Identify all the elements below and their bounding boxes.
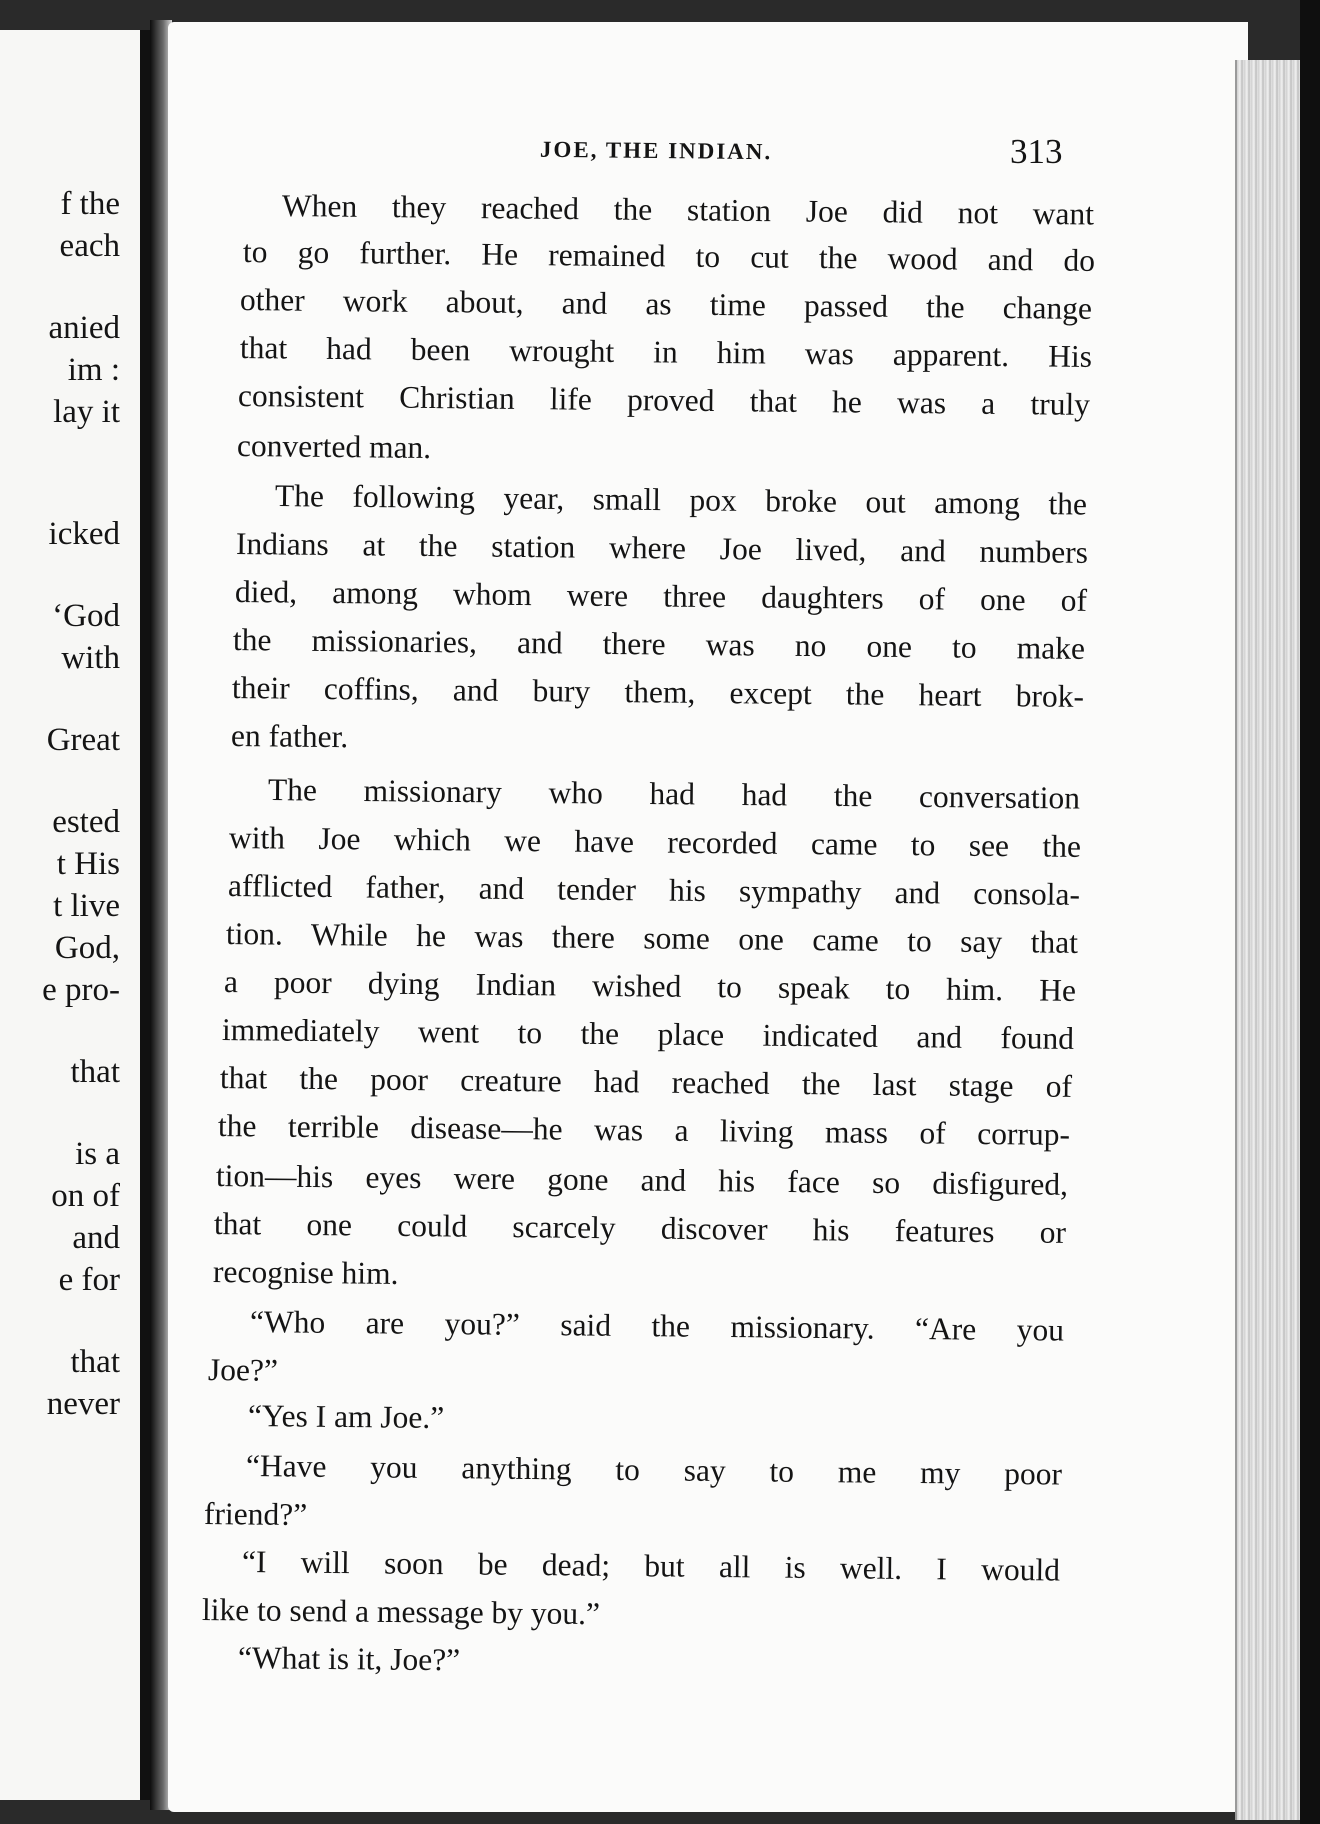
text-line: died, among whom were three daughters of one of [234,574,1088,618]
text-line: tion—his eyes were gone and his face so disfigured, [215,1158,1069,1202]
page-number: 313 [1010,132,1063,171]
left-page-fragment: Great [46,722,120,758]
text-line: “I will soon be dead; but all is well. I would [241,1544,1061,1588]
left-page-fragment: that [70,1054,120,1090]
text-line: Joe?” [207,1352,279,1388]
left-page-fragment: im : [67,352,120,388]
text-line: “Who are you?” said the missionary. “Are you [249,1304,1065,1348]
left-page-fragment: f the [60,186,120,222]
text-line: The following year, small pox broke out among the [274,478,1088,522]
text-line: converted man. [236,428,432,466]
text-line: Indians at the station where Joe lived, and numbers [235,526,1089,570]
left-page-fragment: ested [52,804,120,840]
left-page-fragment: and [72,1220,120,1256]
text-line: “Yes I am Joe.” [247,1398,445,1436]
left-page-fragment: never [46,1386,120,1422]
left-page-fragment: that [70,1344,120,1380]
text-line: “What is it, Joe?” [237,1640,461,1678]
text-line: tion. While he was there some one came to say that [225,916,1079,960]
left-page-fragment: anied [48,310,120,346]
left-page-fragment: t live [53,888,120,924]
text-line: recognise him. [212,1254,399,1291]
text-line: their coffins, and bury them, except the heart brok- [231,670,1085,714]
text-line: The missionary who had had the conversation [267,772,1081,816]
text-line: that one could scarcely discover his features or [213,1206,1067,1250]
left-page-fragment: e for [58,1262,120,1298]
text-line: friend?” [203,1496,308,1533]
text-line: en father. [230,718,349,755]
text-line: that had been wrought in him was apparent. His [239,330,1093,374]
left-page-fragment: ‘God [52,598,120,634]
text-line: to go further. He remained to cut the wood and do [242,234,1096,278]
left-page-fragment: God, [54,930,120,966]
text-line: like to send a message by you.” [201,1592,601,1632]
text-line: When they reached the station Joe did not want [281,188,1095,232]
left-page-fragment: icked [48,516,120,552]
text-line: the terrible disease—he was a living mass of corrup- [217,1108,1071,1152]
text-line: afflicted father, and tender his sympathy and consola- [227,868,1081,912]
text-line: consistent Christian life proved that he was a truly [237,378,1091,422]
text-line: immediately went to the place indicated and found [221,1012,1075,1056]
left-page-fragment: with [61,640,120,676]
text-line: “Have you anything to say to me my poor [245,1448,1063,1492]
left-page-fragment: t His [56,846,120,882]
text-line: other work about, and as time passed the change [239,282,1093,326]
left-page-fragment: each [59,228,120,264]
left-page-fragment: e pro- [42,972,120,1008]
text-line: with Joe which we have recorded came to see the [228,820,1082,864]
text-line: a poor dying Indian wished to speak to him. He [223,964,1077,1008]
left-page-fragment: lay it [53,394,120,430]
text-line: that the poor creature had reached the last stage of [219,1060,1073,1104]
running-head: JOE, THE INDIAN. [539,136,773,165]
left-page-fragment: is a [75,1136,120,1172]
left-page-fragment: on of [51,1178,120,1214]
text-line: the missionaries, and there was no one to make [232,622,1086,666]
